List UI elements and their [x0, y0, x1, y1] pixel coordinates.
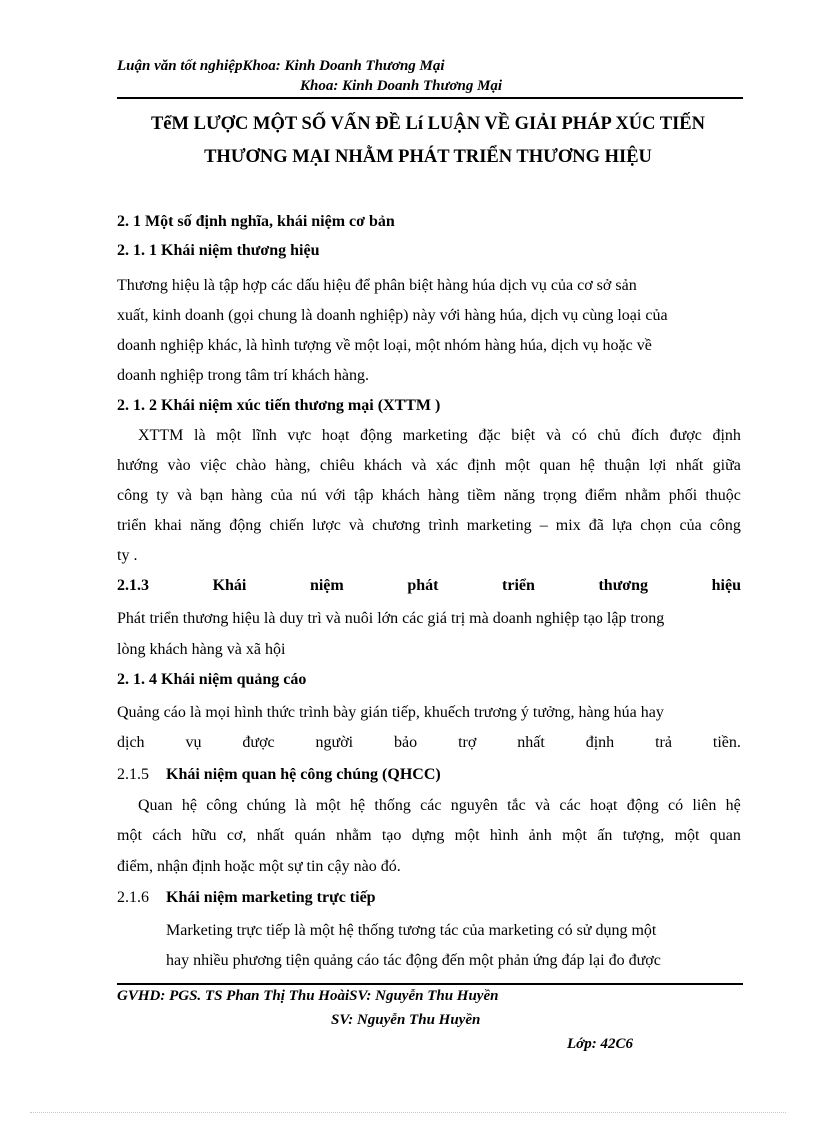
para-2-line-1: [138, 426, 741, 446]
heading-2-1-3: [117, 576, 741, 596]
footer-student: SV: Nguyễn Thu Huyền: [331, 1012, 481, 1028]
word: và: [534, 797, 551, 814]
word: thuận: [604, 457, 640, 474]
word: lợi: [649, 457, 667, 474]
word: quan: [709, 827, 741, 844]
word: người: [315, 734, 354, 751]
word: cách: [152, 827, 182, 844]
word: chọn: [640, 517, 672, 534]
word: cơ,: [226, 827, 247, 844]
word: bạn: [200, 487, 224, 504]
word: nguyên: [450, 797, 498, 814]
heading-2-1-5: Khái niệm quan hệ công chúng (QHCC): [166, 766, 441, 783]
word: thống: [374, 797, 411, 814]
word: định: [467, 457, 496, 474]
page-edge-dotted-line: [30, 1112, 786, 1113]
word: định: [712, 427, 741, 444]
word: vực: [287, 427, 312, 444]
heading-2-1-6: Khái niệm marketing trực tiếp: [166, 889, 376, 906]
header-rule: [117, 97, 743, 99]
word: nhằm: [625, 487, 661, 504]
word: với: [324, 487, 346, 504]
para-1-line-1: Thương hiệu là tập hợp các dấu hiệu để phân biệt hàng húa dịch vụ của cơ sở sản: [117, 277, 637, 294]
word: lĩnh: [251, 427, 277, 444]
word: trả: [655, 734, 672, 751]
word: tượng,: [622, 827, 665, 844]
word: đã: [588, 517, 604, 534]
word: marketing: [402, 427, 468, 444]
word: là: [295, 797, 307, 814]
word: chiến: [269, 517, 305, 534]
word: điểm: [584, 487, 617, 504]
word: động: [626, 797, 659, 814]
word: hoạt: [321, 427, 350, 444]
word: khách: [381, 487, 420, 504]
word: của: [679, 517, 702, 534]
word: Khái: [212, 577, 247, 594]
word: một: [216, 427, 242, 444]
word: nhất: [256, 827, 285, 844]
word: triển: [117, 517, 147, 534]
word: khai: [154, 517, 182, 534]
word: tập: [354, 487, 374, 504]
para-1-line-4: doanh nghiệp trong tâm trí khách hàng.: [117, 367, 369, 384]
word: niệm: [309, 577, 344, 594]
word: khách: [363, 457, 403, 474]
para-2-line-2: [117, 456, 741, 476]
word: hàng: [231, 487, 263, 504]
word: lựa: [611, 517, 633, 534]
word: đích: [631, 427, 659, 444]
para-5-line-1: [138, 796, 741, 816]
word: chào: [235, 457, 267, 474]
word: chúng: [246, 797, 286, 814]
word: 2.1.3: [117, 577, 149, 594]
word: hệ: [350, 797, 366, 814]
word: ấn: [597, 827, 613, 844]
word: hình: [489, 827, 519, 844]
word: marketing: [466, 517, 532, 534]
word: động: [360, 427, 393, 444]
header-line-1: Luận văn tốt nghiệpKhoa: Kinh Doanh Thương Mại: [117, 58, 445, 74]
heading-2-1-5-number: 2.1.5: [117, 766, 149, 783]
para-3-line-2: lòng khách hàng và xã hội: [117, 641, 286, 658]
para-1-line-2: xuất, kinh doanh (gọi chung là doanh nghiệp) này với hàng húa, dịch vụ cùng loại của: [117, 307, 668, 324]
word: công: [117, 487, 149, 504]
heading-2-1: 2. 1 Một số định nghĩa, khái niệm cơ bản: [117, 213, 395, 230]
word: phối: [668, 487, 698, 504]
word: XTTM: [138, 427, 184, 444]
word: thuộc: [705, 487, 741, 504]
para-6-line-2: hay nhiều phương tiện quảng cáo tác động đến một phản ứng đáp lại đo được: [166, 952, 661, 969]
word: vụ: [185, 734, 202, 751]
word: liên: [692, 797, 717, 814]
word: lược: [312, 517, 341, 534]
word: hệ: [725, 797, 741, 814]
word: phát: [407, 577, 439, 594]
word: quán: [294, 827, 326, 844]
word: hoạt: [589, 797, 618, 814]
para-5-line-2: [117, 826, 741, 846]
word: nhằm: [335, 827, 372, 844]
word: hữu: [191, 827, 217, 844]
word: và: [348, 517, 364, 534]
para-4-line-2: [117, 733, 741, 753]
word: một: [454, 827, 480, 844]
word: hệ: [181, 797, 198, 814]
word: hệ: [579, 457, 595, 474]
word: ảnh: [528, 827, 552, 844]
word: –: [539, 517, 548, 534]
word: chiêu: [319, 457, 355, 474]
word: năng: [503, 487, 535, 504]
para-2-line-4: [117, 516, 741, 536]
word: bảo: [394, 734, 418, 751]
word: công: [206, 797, 238, 814]
word: đặc: [478, 427, 501, 444]
para-6-line-1: Marketing trực tiếp là một hệ thống tương tác của marketing có sử dụng một: [166, 922, 657, 939]
word: được: [669, 427, 702, 444]
word: và: [411, 457, 427, 474]
word: và: [545, 427, 562, 444]
heading-2-1-2: 2. 1. 2 Khái niệm xúc tiến thương mại (XTTM ): [117, 397, 441, 414]
word: việc: [199, 457, 227, 474]
word: hàng: [428, 487, 460, 504]
word: hiệu: [711, 577, 741, 594]
word: trình: [428, 517, 459, 534]
title-line-1: TểM LƯỢC MỘT SỐ VẤN ĐỀ Lí LUẬN VỀ GIẢI PHÁP XÚC TIẾN: [150, 114, 706, 134]
word: nhất: [675, 457, 704, 474]
word: mix: [555, 517, 581, 534]
word: có: [571, 427, 587, 444]
word: tạo: [381, 827, 402, 844]
word: một: [117, 827, 142, 844]
word: năng: [190, 517, 222, 534]
word: trợ: [458, 734, 477, 751]
word: tiền.: [712, 734, 741, 751]
word: có: [668, 797, 684, 814]
heading-2-1-4: 2. 1. 4 Khái niệm quảng cáo: [117, 671, 307, 688]
word: biệt: [511, 427, 536, 444]
word: một: [315, 797, 341, 814]
word: triển: [502, 577, 535, 594]
word: nhất: [517, 734, 545, 751]
header-line-2: Khoa: Kinh Doanh Thương Mại: [300, 78, 503, 94]
word: xác: [435, 457, 459, 474]
word: vào: [167, 457, 191, 474]
para-2-line-5: ty .: [117, 547, 138, 564]
para-4-line-1: Quảng cáo là mọi hình thức trình bày gián tiếp, khuếch trương ý tưởng, hàng húa hay: [117, 704, 664, 721]
word: một: [505, 457, 531, 474]
word: hàng,: [275, 457, 311, 474]
word: một: [674, 827, 700, 844]
word: tiềm: [467, 487, 496, 504]
word: của: [270, 487, 293, 504]
word: giữa: [712, 457, 741, 474]
footer-class: Lớp: 42C6: [567, 1036, 633, 1052]
word: được: [242, 734, 275, 751]
footer-line-1: GVHD: PGS. TS Phan Thị Thu HoàiSV: Nguyễn Thu Huyền: [117, 988, 499, 1004]
heading-2-1-6-number: 2.1.6: [117, 889, 149, 906]
word: công: [709, 517, 741, 534]
word: các: [420, 797, 442, 814]
word: các: [559, 797, 581, 814]
word: tắc: [507, 797, 526, 814]
para-5-line-3: điểm, nhận định hoặc một sự tin cậy nào đó.: [117, 858, 401, 875]
title-line-2: THƯƠNG MẠI NHẰM PHÁT TRIỂN THƯƠNG HIỆU: [204, 147, 652, 167]
word: là: [194, 427, 206, 444]
word: hướng: [117, 457, 159, 474]
word: Quan: [138, 797, 173, 814]
word: chủ: [597, 427, 621, 444]
word: ty: [156, 487, 169, 504]
word: động: [229, 517, 262, 534]
word: trọng: [543, 487, 577, 504]
word: dịch: [117, 734, 145, 751]
word: định: [585, 734, 615, 751]
heading-2-1-1: 2. 1. 1 Khái niệm thương hiệu: [117, 242, 320, 259]
para-1-line-3: doanh nghiệp khác, là hình tượng về một loại, một nhóm hàng húa, dịch vụ hoặc về: [117, 337, 652, 354]
word: và: [176, 487, 192, 504]
word: thương: [598, 577, 649, 594]
word: dựng: [411, 827, 445, 844]
word: chương: [372, 517, 421, 534]
word: một: [562, 827, 587, 844]
word: nú: [300, 487, 317, 504]
para-2-line-3: [117, 486, 741, 506]
word: quan: [539, 457, 571, 474]
footer-rule: [117, 983, 743, 985]
para-3-line-1: Phát triển thương hiệu là duy trì và nuôi lớn các giá trị mà doanh nghiệp tạo lập trong: [117, 610, 665, 627]
